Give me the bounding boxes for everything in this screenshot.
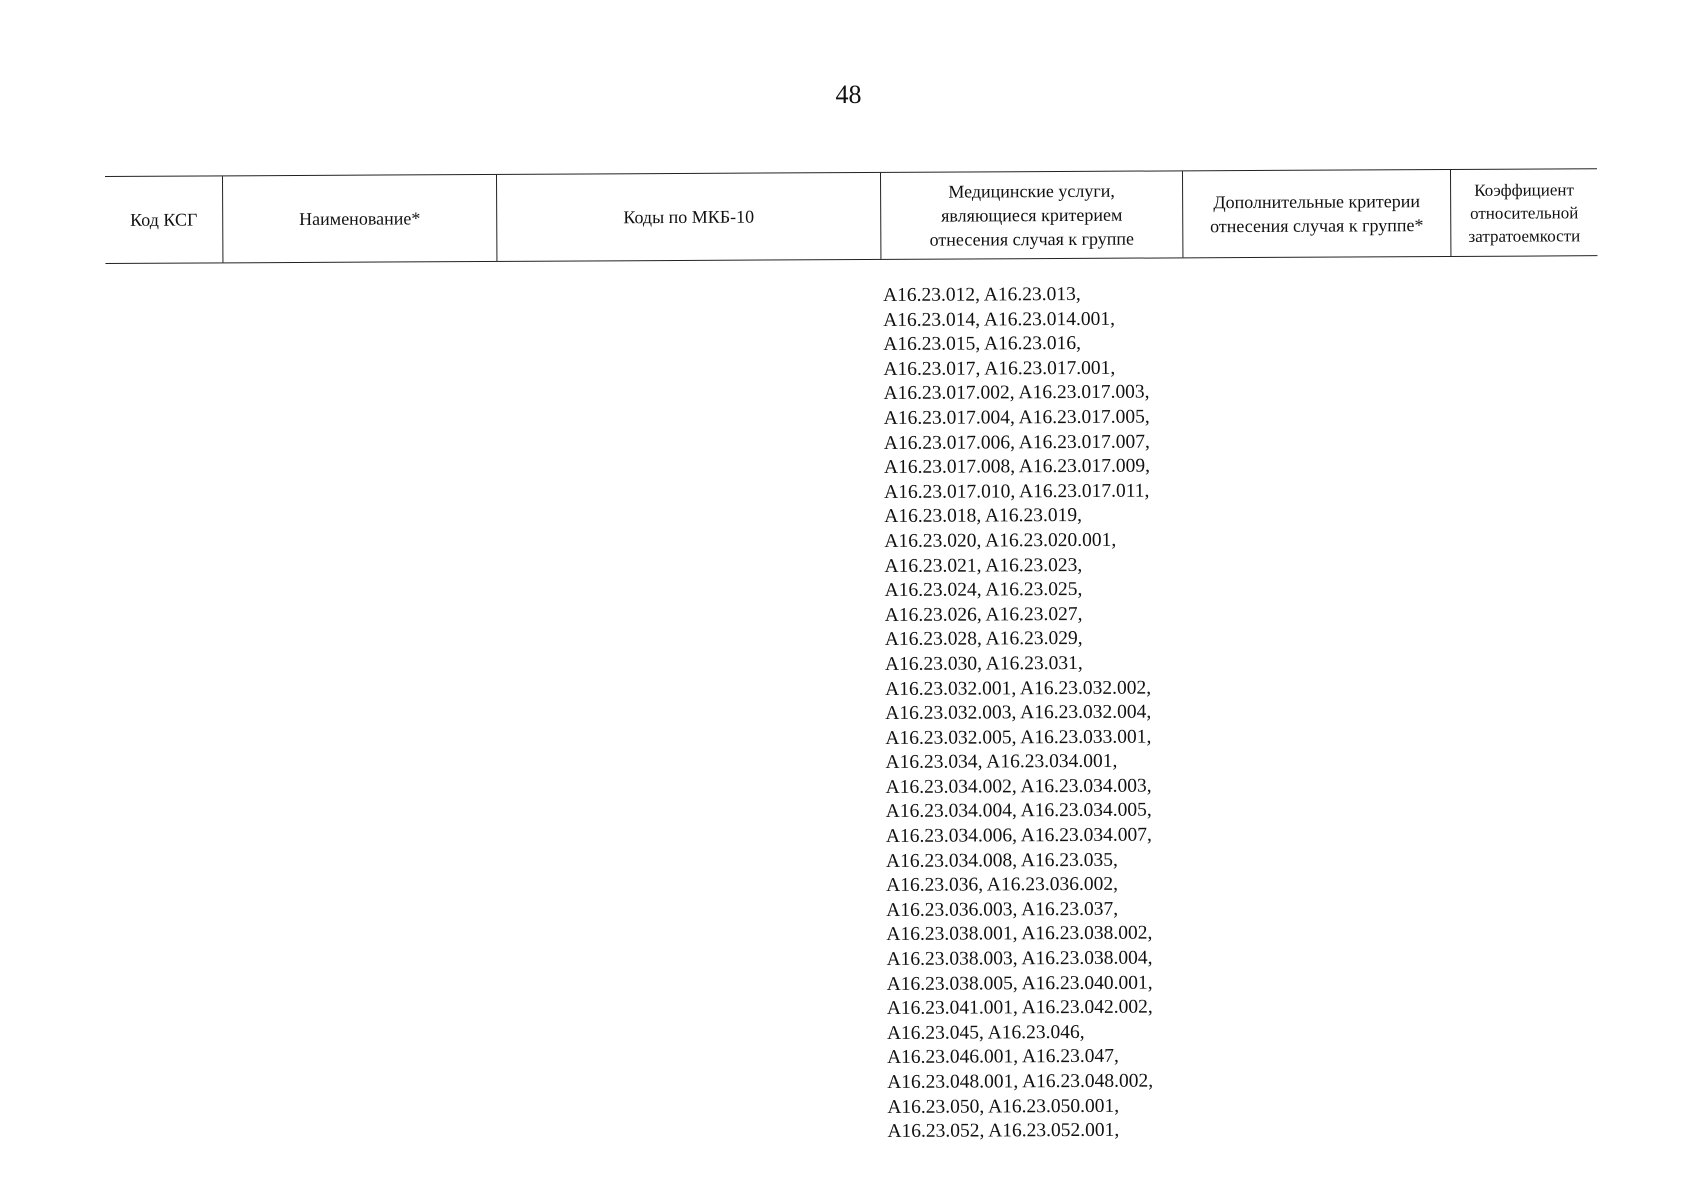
service-codes-line: A16.23.017.006, A16.23.017.007, — [883, 431, 1150, 454]
service-codes-line: A16.23.052, A16.23.052.001, — [887, 1119, 1120, 1143]
service-codes-line: A16.23.017.008, A16.23.017.009, — [883, 455, 1150, 479]
page-number: 48 — [835, 80, 862, 109]
service-codes-line: A16.23.034.002, A16.23.034.003, — [885, 775, 1152, 798]
service-codes-line: A16.23.046.001, A16.23.047, — [886, 1046, 1119, 1069]
header-name: Наименование* — [222, 175, 496, 262]
service-codes-line: A16.23.017.004, A16.23.017.005, — [883, 406, 1150, 429]
service-codes-line: A16.23.045, A16.23.046, — [886, 1021, 1085, 1044]
service-codes-line: A16.23.026, A16.23.027, — [884, 603, 1083, 626]
service-codes-line: A16.23.034, A16.23.034.001, — [885, 751, 1118, 774]
service-codes-line: A16.23.034.008, A16.23.035, — [885, 849, 1118, 872]
service-codes-line: A16.23.024, A16.23.025, — [884, 579, 1083, 602]
service-codes-line: A16.23.050, A16.23.050.001, — [887, 1095, 1120, 1118]
service-codes-line: A16.23.038.001, A16.23.038.002, — [886, 923, 1153, 946]
service-codes-line: A16.23.034.004, A16.23.034.005, — [885, 800, 1152, 823]
service-codes-line: A16.23.036.003, A16.23.037, — [886, 898, 1119, 921]
service-codes-line: A16.23.032.005, A16.23.033.001, — [885, 726, 1152, 749]
service-codes-line: A16.23.017, A16.23.017.001, — [883, 357, 1116, 380]
service-codes-line: A16.23.020, A16.23.020.001, — [884, 529, 1117, 552]
service-codes-line: A16.23.036, A16.23.036.002, — [886, 874, 1119, 897]
service-codes-line: A16.23.038.003, A16.23.038.004, — [886, 947, 1153, 971]
header-additional-criteria: Дополнительные критерии отнесения случая к группе* — [1182, 170, 1450, 257]
service-codes-line: A16.23.041.001, A16.23.042.002, — [886, 996, 1153, 1020]
header-medical-services: Медицинские услуги, являющиеся критерием отнесения случая к группе — [880, 171, 1182, 259]
service-codes-line: A16.23.021, A16.23.023, — [884, 554, 1083, 577]
header-ksg-code: Код КСГ — [130, 209, 198, 230]
service-codes-line: A16.23.017.002, A16.23.017.003, — [883, 381, 1150, 405]
service-codes-line: A16.23.015, A16.23.016, — [883, 333, 1082, 356]
service-codes-line: A16.23.032.003, A16.23.032.004, — [885, 701, 1152, 725]
service-codes-line: A16.23.038.005, A16.23.040.001, — [886, 972, 1153, 995]
service-codes-line: A16.23.032.001, A16.23.032.002, — [885, 677, 1152, 700]
service-codes-line: A16.23.030, A16.23.031, — [884, 652, 1083, 675]
header-cost-coefficient: Коэффициент относительной затратоемкости — [1450, 169, 1597, 256]
table-header-row — [105, 168, 1597, 264]
service-codes-line: A16.23.014, A16.23.014.001, — [883, 308, 1116, 331]
service-codes-line: A16.23.018, A16.23.019, — [884, 505, 1082, 528]
service-codes-line: A16.23.048.001, A16.23.048.002, — [887, 1070, 1154, 1093]
service-codes-line: A16.23.034.006, A16.23.034.007, — [885, 824, 1152, 848]
service-codes-line: A16.23.017.010, A16.23.017.011, — [884, 480, 1150, 503]
medical-services-cell — [883, 282, 1308, 1145]
header-icd10-codes: Коды по МКБ-10 — [496, 173, 880, 261]
service-codes-line: A16.23.028, A16.23.029, — [884, 628, 1083, 651]
service-codes-line: A16.23.012, A16.23.013, — [883, 283, 1081, 306]
